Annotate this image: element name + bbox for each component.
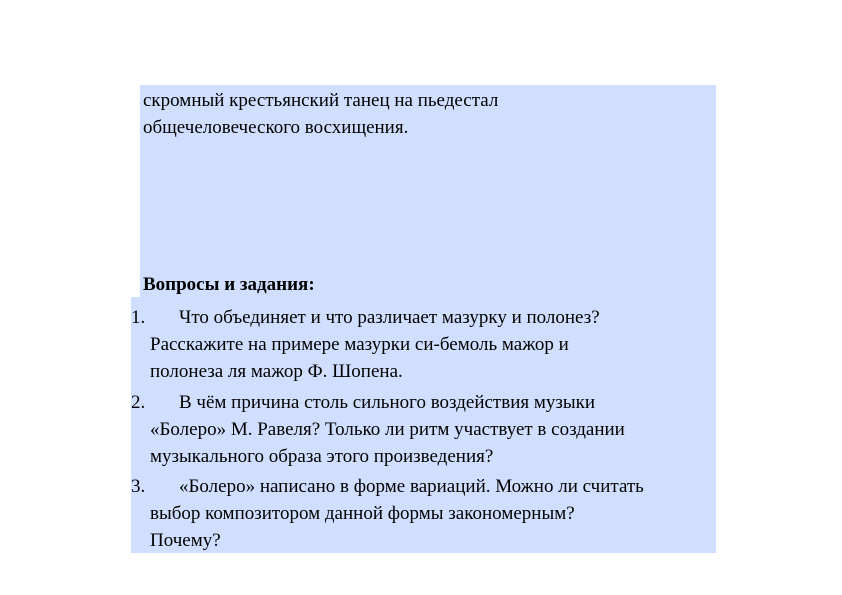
question-number: 2. (131, 392, 146, 413)
question-number: 1. (131, 307, 146, 328)
paragraph-line: общечеловеческого восхищения. (143, 117, 409, 138)
paragraph-intro (143, 87, 713, 141)
question-line: полонеза ля мажор Ф. Шопена. (150, 361, 403, 382)
question-line: Расскажите на примере мазурки си-бемоль мажор и (150, 334, 569, 355)
question-line: музыкального образа этого произведения? (150, 446, 494, 467)
question-line: В чём причина столь сильного воздействия музыки (179, 392, 596, 413)
question-line: «Болеро» написано в форме вариаций. Можно ли считать (179, 476, 644, 497)
text-block-intro (140, 85, 716, 297)
paragraph-line: скромный крестьянский танец на пьедестал (143, 90, 499, 111)
questions-list (131, 297, 716, 553)
questions-heading: Вопросы и задания: (143, 274, 315, 295)
question-line: Что объединяет и что различает мазурку и полонез? (179, 307, 600, 328)
question-line: выбор композитором данной формы закономерным? (150, 503, 575, 524)
question-line: Почему? (150, 530, 221, 551)
question-number: 3. (131, 476, 146, 497)
question-line: «Болеро» М. Равеля? Только ли ритм участвует в создании (150, 419, 625, 440)
